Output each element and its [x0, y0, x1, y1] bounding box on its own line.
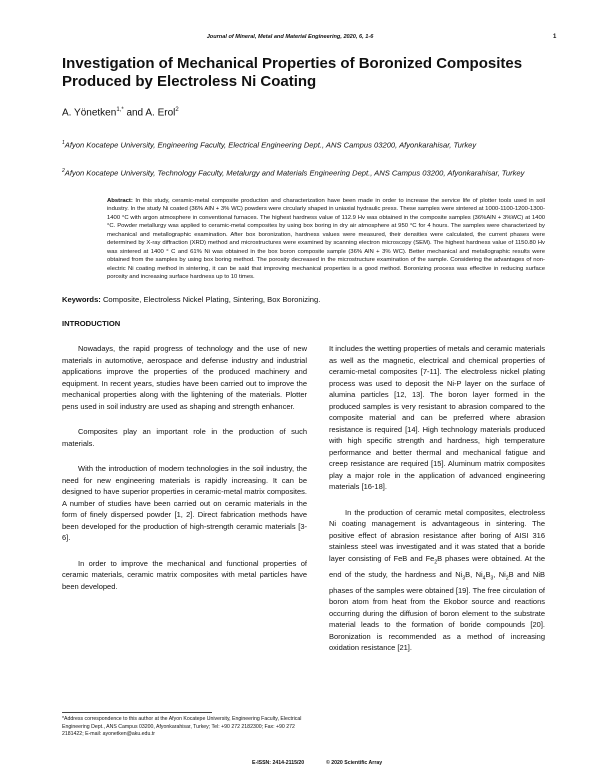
paper-title: Investigation of Mechanical Properties of Boronized Composites Produced by Electroless Ni Coating: [62, 55, 523, 90]
p6-part-b: B phases were obtained. At the end of the study, the hardness and Ni: [329, 553, 545, 579]
abstract-label: Abstract:: [107, 198, 133, 204]
correspondence-footnote: *Address correspondence to this author at the Afyon Kocatepe University, Engineering Faculty, Electrical Engineering Dept., ANS Campus 03200, Afyonkarahisar, Turkey; Tel: +90 272 2182300; Fax: +90 272 2181422; E-mail: ayonetken@aku.edu.tr: [62, 716, 302, 737]
abstract: [107, 197, 545, 282]
right-column: [329, 343, 545, 668]
sub-2b: 2: [505, 575, 509, 581]
abstract-text: In this study, ceramic-metal composite production and characterization have been made in order to increase the service life of plotter tools used in soil industry. In the study Ni coated (36% AlN + 3% WC) powders were circularly shaped in uniaxial hydraulic press. These samples were sintered at 1000-1100-1200-1300-1400 °C with argon atmosphere in conventional furnaces. The highest hardness value of 112.9 Hv was obtained in the composite samples (36%AlN + 3%WC) at 1400 °C. Powder metallurgy was applied to ceramic-metal composites by using box boring in dry air atmosphere at 950 °C for 4 hours. The samples were characterized by mechanical and metallographic examination. After box boronization, hardness values were measured, their densities were calculated, the current phases were determined by X-ray diffraction (XRD) method and microstructures were examined by scanning electron microscopy (SEM). The highest hardness value of 1150.80 Hv was sintered at 1400 ° C and 61% Ni was obtained in the box boron composite sample (36% AlN + 3% WC). Better mechanical and metallographic results were obtained from the samples by using box boring method. The porosity decreased in the microstructure examination of the sample. Considering the advantages of non-electric Ni coating method in sintering, it can be said that improving mechanical properties is a good method. Boronizing process was effective in reducing surface porosity and increasing surface hardness up to 10 times.: [107, 198, 545, 281]
author-2[interactable]: A. Erol: [145, 107, 176, 119]
author-1-sup: 1,*: [116, 107, 124, 113]
p6-part-c: B, Ni: [465, 569, 483, 579]
sub-3: 3: [462, 575, 466, 581]
keywords: [62, 295, 320, 304]
p6-part-d: B: [485, 569, 491, 579]
keywords-label: Keywords:: [62, 295, 101, 304]
affiliation-2-text: Afyon Kocatepe University, Technology Faculty, Metalurgy and Materials Engineering Dept., ANS Campus 03200, Afyonkarahisar, Turkey: [64, 168, 525, 178]
keywords-text: Composite, Electroless Nickel Plating, Sintering, Box Boronizing.: [102, 295, 321, 304]
left-column: [62, 343, 307, 606]
author-2-sup: 2: [175, 107, 179, 113]
footnote-rule: [62, 712, 212, 713]
intro-paragraph-4: In order to improve the mechanical and functional properties of ceramic materials, ceramic matrix composites with metal particles have been developed.: [62, 558, 307, 591]
affiliation-1-text: Afyon Kocatepe University, Engineering Faculty, Electrical Engineering Dept., ANS Campus 03200, Afyonkarahisar, Turkey: [64, 140, 477, 150]
p6-part-f: B and NiB phases of the samples were obtained [19]. The free circulation of boron atom from heat from the Ekobor source and reactions occurring during the diffusion of boron element to the substrate material leads to the formation of boride compounds [20]. Boronization is recommended as a method of increasing oxidation resistance [21].: [329, 569, 546, 652]
copyright: © 2020 Scientific Array: [326, 760, 383, 766]
intro-paragraph-5: It includes the wetting properties of metals and ceramic materials as well as the magnetic, electrical and chemical properties of ceramic-metal composites [7-11]. The electroless nickel plating process was used to deposit the Ni-P layer on the surface of alumina particles [12, 13]. The boron layer formed in the produced samples is very resistant to abrasion compared to the composite material and can be preferred where abrasion resistance is required [14]. High technology materials produced with high specific strength and hardness, high temperature performance and better thermal and mechanical fatigue and creep resistance are required [15]. Aluminum matrix composites play a major role in the application of advanced engineering materials [16-18].: [329, 344, 545, 491]
journal-header: Journal of Mineral, Metal and Material Engineering, 2020, 6, 1-6: [206, 34, 374, 40]
p6-part-e: , Ni: [493, 569, 506, 579]
intro-paragraph-3: With the introduction of modern technologies in the soil industry, the need for new engineering materials is rapidly increasing. It can be designed to have superior properties in ceramic-metal matrix composites. A number of studies have been carried out on ceramic materials in the form of finely dispersed powder [1, 2]. Direct fabrication methods have been developed for the production of high-strength ceramic materials [3-6].: [62, 464, 307, 542]
intro-paragraph-6: [329, 507, 545, 654]
sub-4: 4: [482, 575, 486, 581]
p6-part-a: In the production of ceramic metal composites, electroless Ni coating management is advantageous in sintering. The positive effect of abrasion resistance after boring of AISI 316 stainless steel was investigated and it was stated that a boride layer consisting of FeB and Fe: [329, 507, 545, 563]
sub-2: 2: [434, 559, 438, 565]
intro-paragraph-2: Composites play an important role in the production of such materials.: [62, 427, 307, 448]
issn: E-ISSN: 2414-2115/20: [252, 760, 305, 766]
authors: [62, 107, 179, 118]
intro-paragraph-1: Nowadays, the rapid progress of technology and the use of new materials in automotive, aerospace and defense industry and industrial applications improve the properties of the produced machinery and equipment. In recent years, studies have been carried out to improve the mechanical properties along with the lightening of the materials. Plotter pens used in soil industry are used as shaping and strength enhancer.: [62, 344, 307, 411]
sub-3b: 3: [490, 575, 494, 581]
affiliation-2-sup: 2: [62, 168, 65, 174]
introduction-heading: INTRODUCTION: [62, 319, 121, 328]
authors-and: and: [126, 107, 144, 119]
affiliation-1-sup: 1: [62, 140, 65, 146]
affiliation-1: [62, 138, 548, 151]
page-number: 1: [553, 34, 557, 40]
affiliation-2: [62, 166, 548, 179]
author-1[interactable]: A. Yönetken: [62, 107, 117, 119]
